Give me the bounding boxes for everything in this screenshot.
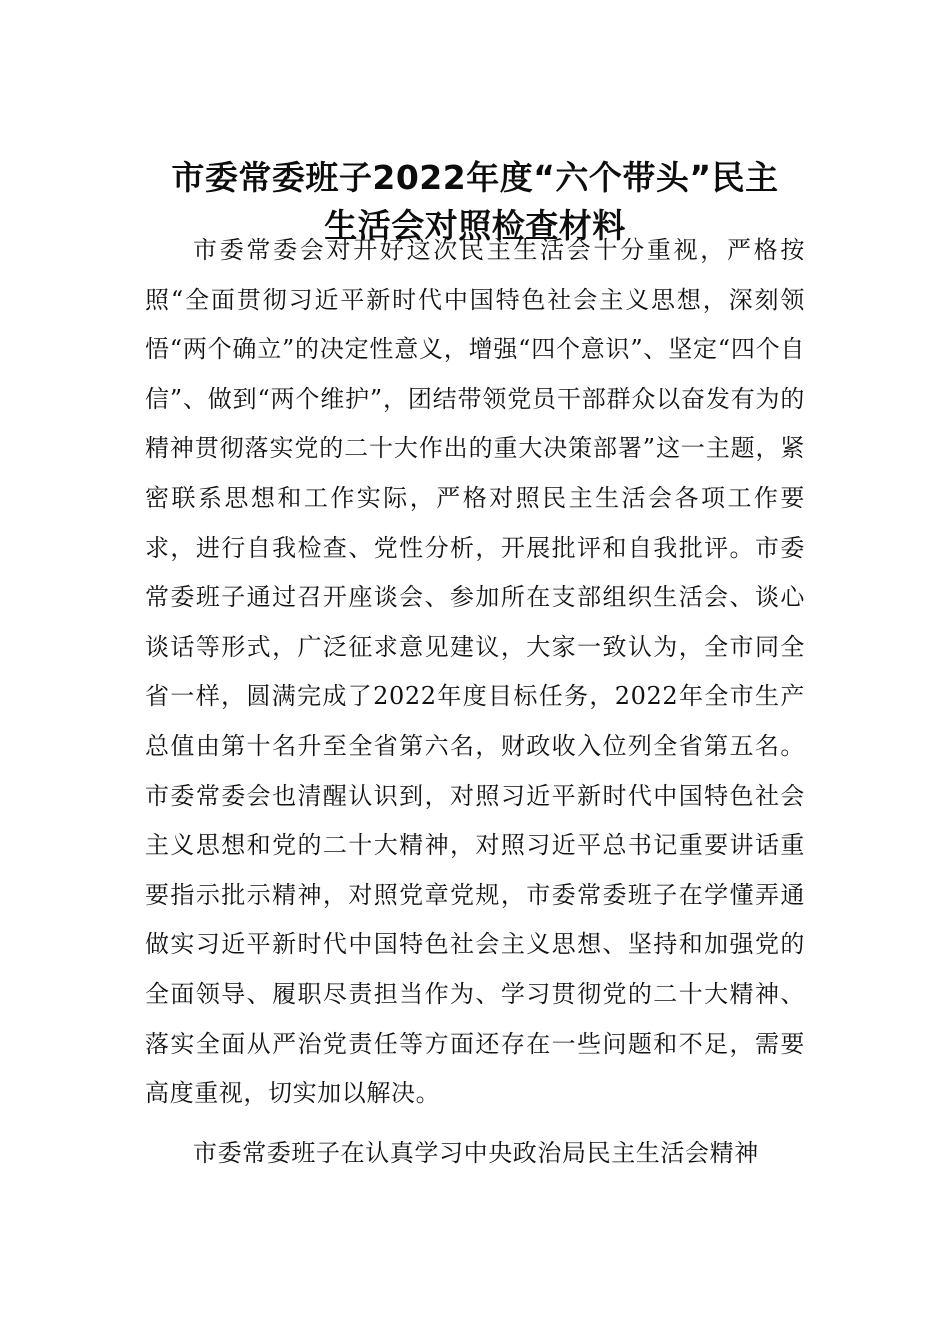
body-paragraph-1: 市委常委会对开好这次民主生活会十分重视，严格按照“全面贯彻习近平新时代中国特色社会主义思想，深刻领悟“两个确立”的决定性意义，增强“四个意识”、坚定“四个自信”、做到“两个维护”，团结带领党员干部群众以奋发有为的精神贯彻落实党的二十大作出的重大决策部署”这一主题，紧密联系思想和工作实际，严格对照民主生活会各项工作要求，进行自我检查、党性分析，开展批评和自我批评。市委常委班子通过召开座谈会、参加所在支部组织生活会、谈心谈话等形式，广泛征求意见建议，大家一致认为，全市同全省一样，圆满完成了2022年度目标任务，2022年全市生产总值由第十名升至全省第六名，财政收入位列全省第五名。市委常委会也清醒认识到，对照习近平新时代中国特色社会主义思想和党的二十大精神，对照习近平总书记重要讲话重要指示批示精神，对照党章党规，市委常委班子在学懂弄通做实习近平新时代中国特色社会主义思想、坚持和加强党的全面领导、履职尽责担当作为、学习贯彻党的二十大精神、落实全面从严治党责任等方面还存在一些问题和不足，需要高度重视，切实加以解决。 <box>145 236 805 1108</box>
title-line-2: 生活会对照检查材料 <box>324 206 626 246</box>
body-paragraph-2: 市委常委班子在认真学习中央政治局民主生活会精神 <box>193 1138 759 1167</box>
document-body <box>145 226 805 1178</box>
title-line-1: 市委常委班子2022年度“六个带头”民主 <box>171 158 779 198</box>
